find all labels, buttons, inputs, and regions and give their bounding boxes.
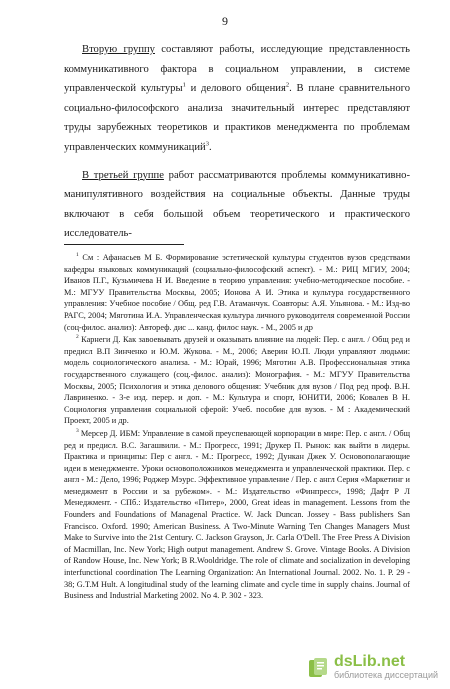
paragraph-text: . xyxy=(208,141,212,153)
footnote-marker: 3 xyxy=(76,428,79,435)
bookmark-logo-icon xyxy=(307,657,329,679)
footnote-ref: 2 xyxy=(285,81,290,89)
footnote-separator xyxy=(64,244,184,245)
footnotes xyxy=(64,252,410,602)
watermark[interactable] xyxy=(307,654,438,681)
paragraph-text: составляют работы, исследующие представленность коммуникативного фактора в социальном управлении, в системе управленческой культуры xyxy=(64,44,411,95)
footnote-2 xyxy=(64,334,410,427)
footnote-marker: 2 xyxy=(76,334,79,341)
paragraph-text: и делового общения xyxy=(185,83,286,95)
paragraph-lead: В третьей группе xyxy=(82,169,164,181)
footnote-marker: 1 xyxy=(76,252,79,259)
watermark-site-name: dsLib.net xyxy=(333,653,406,670)
paragraph-second-group xyxy=(64,40,410,158)
paragraph-lead: Вторую группу xyxy=(82,44,155,55)
paragraph-text: . В плане сравнительного социально-философского анализа значительный интерес представляют труды зарубежных теоретиков и практиков менеджмента по проблемам управленческих коммуникаций xyxy=(64,83,411,153)
footnote-text: Карнеги Д. Как завоевывать друзей и оказывать влияние на людей: Пер. с англ. / Общ ред и предисл В.П Зинченко и Ю.М. Жукова. - М., 2006; Аверин Ю.П. Люди управляют людьми: модель социологического анализа. - М.: Юрай, 1996; Мяготин А.В. Профессиональная этика государственного служащего (соц.-филос. анализ): Монография. - М.: МГУУ Правительства Москвы, 2005; Психология и этика делового общения: Учебник для вузов / Под ред проф. В.Н. Лавриненко. - 3-е изд. перер. и доп. - М.: Культура и спорт, ЮНИТИ, 2006; Ковалев В Н. Социология управления социальной сферой: Учеб. пособие для вузов. - М : Академический Проект, 2005 и др. xyxy=(64,335,410,426)
footnote-text: См : Афанасьев М Б. Формирование эстетической культуры студентов вузов средствами кафедры языковых коммуникаций (социально-философский аспект). - М.: РИЦ МГИУ, 2004; Иванов П.Г., Кузьмичева Н И. Введение в теорию управления: учебно-методическое пособие. - М.: МГУУ Правительства Москвы, 2005; Ионова А И. Этика и культура государственного управления: Учебное пособие / Общ. ред Г.В. Атаманчук. Соавторы: А.Я. Ульянова. - М.: Изд-во РАГС, 2004; Мяготина И.А. Управленческая культура личного руководителя современной России (соц-филос. анализ): Автореф. дис ... канд. филос наук. - М., 2005 и др xyxy=(64,253,411,332)
paragraph-third-group xyxy=(64,166,410,244)
main-text xyxy=(64,40,410,244)
footnote-text: Мерсер Д. ИБМ: Управление в самой преуспевающей корпорации в мире: Пер. с англ. / Общ ред и предисл. В.С. Загашвили. - М.: Прогресс, 1991; Друкер П. Рынок: как выйти в лидеры. Практика и принципы: Пер с англ. - М.: Прогресс, 1992; Дункан Джек У. Основополагающие идеи в менеджменте. Уроки основоположников менеджмента и управленческой практики. Пер. с англ - М.: Дело, 1996; Роджер Мэурс. Эффективное управление / Пер. с англ Серия «Маркетинг и менеджмент в России и за рубежом». - М.: Издательство «Финпресс», 1998; Дафт Р Л Менеджмент. - СПб.: Издательство «Питер», 2000, Great ideas in management. Lessons from the Founders and Foundations of Managenal Practice. W. Jack Duncan. Jossey - Bass publishers San Francisco. Oxford. 1990; American Business. A Two-Minute Warning Ten Changes Managers Must Make to Survive into the 21st Century. C. Jackson Grayson, Jr. Carla O'Dell. The Free Press A Division of Macmillan, Inc. New York; High output management. Andrew S. Grove. Vintage Books. A Division of Randow House, Inc. New York; B R.Wooldridge. The role of climate and socialization in developing interfunctional coordination The Learning Organization: An International Journal. 2002. No. 1. P. 29 - 38; G.T.M Hult. A longitudinal study of the learning climate and cycle time in supply chains. Journal of Business and Industrial Marketing 2002. No 4. P. 302 - 323. xyxy=(64,428,411,601)
footnote-ref: 1 xyxy=(182,81,186,89)
page-number: 9 xyxy=(222,14,228,28)
footnote-1 xyxy=(64,252,410,333)
paragraph-text: работ рассматриваются проблемы коммуникативно-манипулятивного воздействия на социальные объекты. Данные труды включают в себя большой объем теоретического и практического исследователь- xyxy=(64,169,410,240)
watermark-subtitle: библиотека диссертаций xyxy=(333,670,438,680)
footnote-3 xyxy=(64,428,410,602)
footnote-ref: 3 xyxy=(205,140,209,148)
